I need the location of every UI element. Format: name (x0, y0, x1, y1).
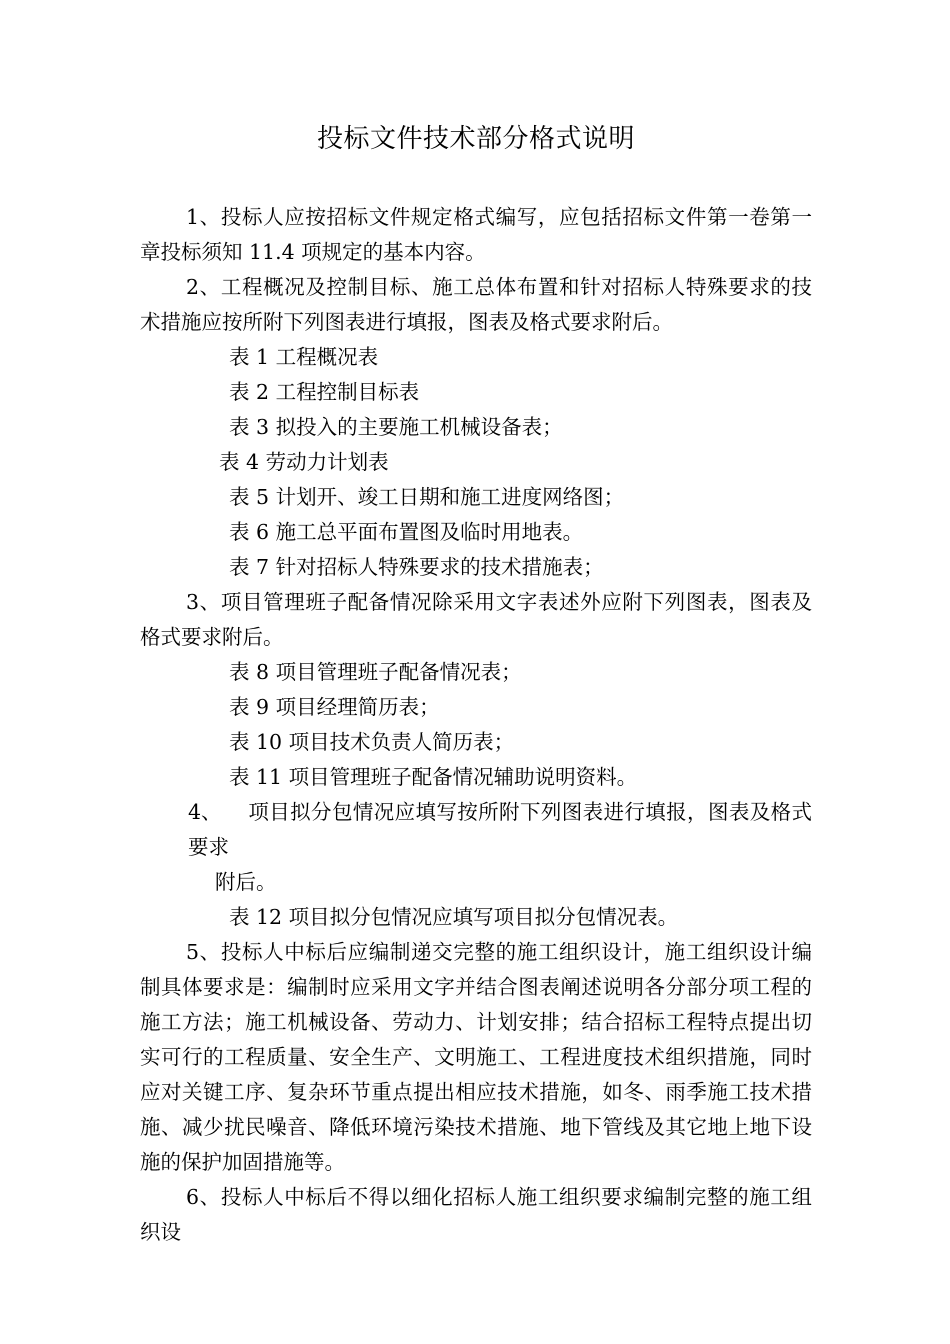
list-item-table-10: 表 10 项目技术负责人简历表； (229, 730, 515, 754)
list-item-table-8: 表 8 项目管理班子配备情况表； (229, 660, 522, 684)
paragraph-item-4 (188, 795, 812, 900)
paragraph-item-3: 3、项目管理班子配备情况除采用文字表述外应附下列图表，图表及格式要求附后。 (140, 590, 812, 649)
list-item-table-9: 表 9 项目经理简历表； (229, 695, 440, 719)
list-item-table-4: 表 4 劳动力计划表 (219, 450, 389, 474)
paragraph-item-5: 5、投标人中标后应编制递交完整的施工组织设计，施工组织设计编制具体要求是：编制时应采用文字并结合图表阐述说明各分部分项工程的施工方法；施工机械设备、劳动力、计划安排；结合招标工程特点提出切实可行的工程质量、安全生产、文明施工、工程进度技术组织措施，同时应对关键工序、复杂环节重点提出相应技术措施，如冬、雨季施工技术措施、减少扰民噪音、降低环境污染技术措施、地下管线及其它地上地下设施的保护加固措施等。 (140, 940, 812, 1174)
list-item-table-12: 表 12 项目拟分包情况应填写项目拟分包情况表。 (229, 905, 679, 929)
list-item-table-1: 表 1 工程概况表 (229, 345, 379, 369)
list-item-table-11: 表 11 项目管理班子配备情况辅助说明资料。 (229, 765, 638, 789)
paragraph-item-6: 6、投标人中标后不得以细化招标人施工组织要求编制完整的施工组织设 (140, 1185, 812, 1244)
list-item-table-2: 表 2 工程控制目标表 (229, 380, 420, 404)
title-spacer (140, 156, 812, 200)
paragraph-item-2: 2、工程概况及控制目标、施工总体布置和针对招标人特殊要求的技术措施应按所附下列图表进行填报，图表及格式要求附后。 (140, 275, 812, 334)
list-item-table-3: 表 3 拟投入的主要施工机械设备表； (229, 415, 563, 439)
item-4-text-line-2: 附后。 (215, 870, 277, 894)
list-item-table-5: 表 5 计划开、竣工日期和施工进度网络图； (229, 485, 625, 509)
page-title: 投标文件技术部分格式说明 (316, 124, 635, 154)
list-item-table-6: 表 6 施工总平面布置图及临时用地表。 (229, 520, 584, 544)
item-4-marker: 4、 (188, 800, 222, 824)
item-4-text-line-1: 项目拟分包情况应填写按所附下列图表进行填报，图表及格式要求 (188, 800, 812, 859)
paragraph-item-1: 1、投标人应按招标文件规定格式编写，应包括招标文件第一卷第一章投标须知 11.4 项规定的基本内容。 (140, 205, 812, 264)
list-item-table-7: 表 7 针对招标人特殊要求的技术措施表； (229, 555, 604, 579)
document-body (140, 0, 812, 1250)
